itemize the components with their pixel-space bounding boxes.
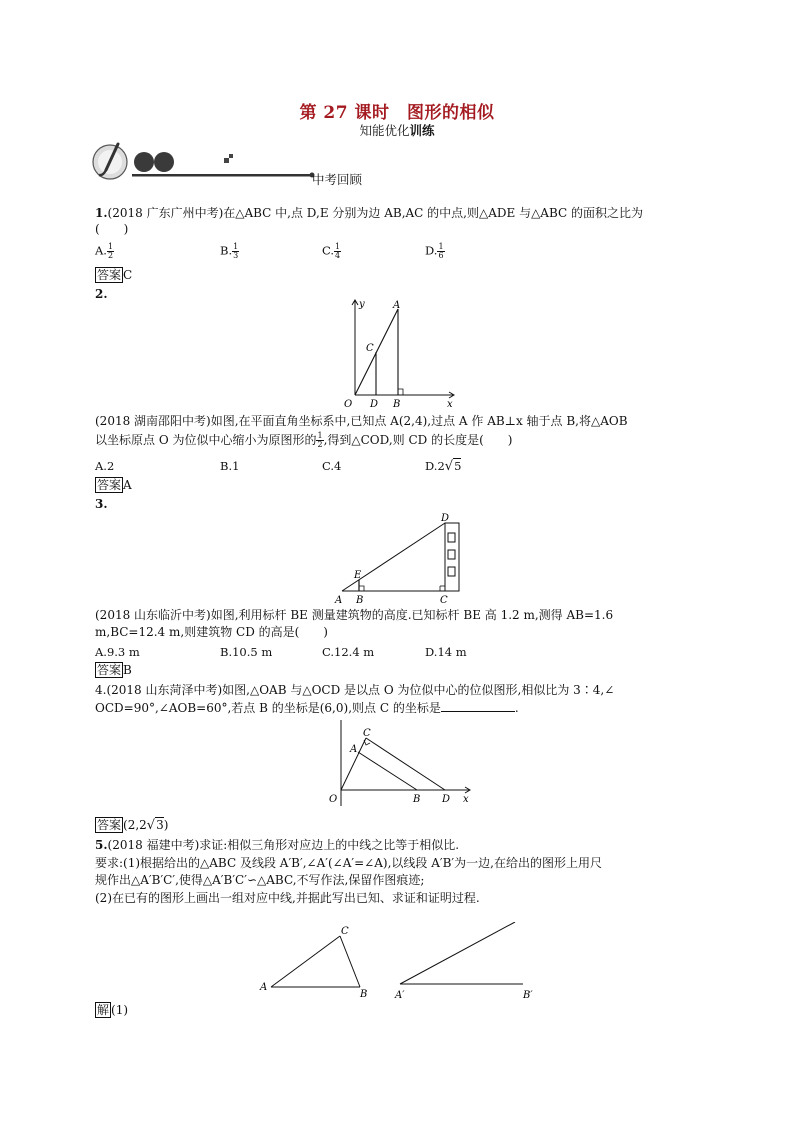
q2-line1: (2018 湖南邵阳中考)如图,在平面直角坐标系中,已知点 A(2,4),过点 A 作 AB⊥x 轴于点 B,将△AOB [95, 414, 628, 428]
q5-segment-ac [271, 936, 340, 987]
q3-option-b[interactable]: B.10.5 m [220, 645, 273, 659]
q4-label-x: x [463, 794, 469, 805]
q4-label-o: O [329, 794, 338, 805]
q3-answer-value: B [123, 663, 132, 677]
q4-answer [95, 818, 168, 833]
q1-option-c[interactable] [322, 243, 341, 260]
q2-option-c[interactable]: C.4 [322, 459, 342, 473]
q3-label-c: C [440, 595, 448, 606]
q3-line2: m,BC=12.4 m,则建筑物 CD 的高是( ) [95, 625, 328, 639]
q1-option-a-num: 1 [107, 242, 114, 251]
q3-figure [332, 511, 472, 606]
decor-dot-2 [154, 152, 174, 172]
q4-segment-ab [358, 752, 417, 790]
q5-solution-text: (1) [111, 1003, 129, 1017]
paintbrush-icon [93, 144, 127, 179]
q2-answer-value: A [123, 478, 132, 492]
q2-right-angle [398, 389, 403, 395]
q1-option-b-num: 1 [233, 242, 239, 251]
q5-solution-tag: 解 [97, 1003, 110, 1017]
q5-line2: 要求:(1)根据给出的△ABC 及线段 A′B′,∠A′(∠A′=∠A),以线段 A′B′为一边,在给出的图形上用尺 [95, 856, 602, 870]
q1-option-a[interactable] [95, 243, 114, 260]
q2-option-d-prefix: D.2 [425, 459, 445, 473]
q5-number: 5. [95, 838, 108, 852]
section-label: 中考回顾 [312, 172, 363, 187]
q3-label-d: D [441, 513, 450, 524]
q5-label-a: A [260, 982, 268, 993]
q1-stem [95, 206, 643, 221]
decor-square-1 [224, 158, 229, 163]
q1-number: 1. [95, 206, 108, 220]
q1-option-b-frac [232, 243, 239, 260]
q2-label-o: O [344, 399, 353, 410]
q1-answer-value: C [123, 268, 133, 282]
q3-window-2 [448, 550, 455, 559]
q5-label-b: B [360, 989, 368, 1000]
page-title: 第 27 课时 图形的相似 [299, 103, 495, 123]
q2-label-c: C [366, 343, 374, 354]
q3-answer-tag: 答案 [97, 663, 122, 677]
q4-figure [323, 720, 473, 812]
q2-line2-num: 1 [317, 431, 323, 440]
q4-answer-blank[interactable] [441, 711, 515, 712]
q2-answer [95, 478, 132, 493]
q4-answer-tag: 答案 [97, 818, 122, 832]
q3-option-a[interactable]: A.9.3 m [95, 645, 140, 659]
q2-option-a[interactable]: A.2 [95, 459, 115, 473]
q3-line1: (2018 山东临沂中考)如图,利用标杆 BE 测量建筑物的高度.已知标杆 BE 高 1.2 m,测得 AB=1.6 [95, 608, 614, 622]
q1-answer-tag: 答案 [97, 268, 122, 282]
q1-answer [95, 268, 132, 283]
q2-line2-frac [316, 432, 323, 449]
q1-option-a-frac [107, 243, 114, 260]
subtitle-bold: 训练 [409, 123, 435, 138]
q3-right-angle-b [359, 586, 364, 591]
q1-option-b-den: 3 [233, 251, 239, 260]
q4-answer-suffix: ) [163, 818, 169, 832]
decor-square-2 [229, 154, 233, 158]
q5-label-c: C [341, 926, 349, 937]
q3-number: 3. [95, 497, 108, 511]
q1-option-d[interactable] [425, 243, 445, 260]
q4-label-a: A [350, 744, 358, 755]
decor-dot-1 [134, 152, 154, 172]
section-banner [92, 140, 322, 186]
section-rule [132, 174, 312, 177]
q1-option-b[interactable] [220, 243, 239, 260]
q4-label-c: C [363, 728, 371, 739]
q4-line1: 4.(2018 山东菏泽中考)如图,△OAB 与△OCD 是以点 O 为位似中心的位似图形,相似比为 3∶4,∠ [95, 683, 615, 697]
q3-window-3 [448, 567, 455, 576]
q1-option-c-letter: C. [322, 243, 335, 258]
sqrt-icon: √ [444, 459, 454, 474]
q5-ray-a-prime [400, 922, 515, 984]
q4-line2: OCD=90°,∠AOB=60°,若点 B 的坐标是(6,0),则点 C 的坐标是 . [95, 701, 519, 715]
q5-line3: 规作出△A′B′C′,使得△A′B′C′∽△ABC,不写作法,保留作图痕迹; [95, 873, 425, 887]
q1-option-a-letter: A. [95, 243, 107, 258]
q2-option-b[interactable]: B.1 [220, 459, 240, 473]
subtitle-prefix: 知能优化 [359, 123, 410, 138]
q2-label-b: B [393, 399, 401, 410]
q5-label-a-prime: A′ [395, 990, 405, 1001]
q1-option-d-frac [437, 243, 444, 260]
q2-line2-a: 以坐标原点 O 为位似中心缩小为原图形的 [95, 433, 317, 447]
sqrt-icon: √ [146, 818, 156, 833]
q2-option-d[interactable] [425, 459, 461, 474]
q4-label-d: D [442, 794, 451, 805]
q1-option-d-letter: D. [425, 243, 438, 258]
q3-option-d[interactable]: D.14 m [425, 645, 467, 659]
q1-stem-text: (2018 广东广州中考)在△ABC 中,点 D,E 分别为边 AB,AC 的中点,则△ADE 与△ABC 的面积之比为 [107, 206, 644, 220]
q2-answer-tag: 答案 [97, 478, 122, 492]
q3-window-1 [448, 533, 455, 542]
q2-label-x: x [447, 399, 453, 410]
q2-line2 [95, 432, 512, 449]
q2-line2-den: 2 [317, 440, 323, 449]
q4-label-b: B [413, 794, 421, 805]
q2-option-d-radicand: 5 [454, 459, 462, 473]
q4-line2-text: OCD=90°,∠AOB=60°,若点 B 的坐标是(6,0),则点 C 的坐标是 [95, 701, 441, 715]
q5-line4: (2)在已有的图形上画出一组对应中线,并据此写出已知、求证和证明过程. [95, 891, 480, 905]
q5-line1-text: (2018 福建中考)求证:相似三角形对应边上的中线之比等于相似比. [107, 838, 460, 852]
q1-option-d-den: 6 [438, 251, 444, 260]
q3-label-b: B [356, 595, 364, 606]
q1-option-d-num: 1 [438, 242, 444, 251]
q2-label-a: A [393, 300, 401, 311]
q1-option-b-letter: B. [220, 243, 233, 258]
q2-line2-b: ,得到△COD,则 CD 的长度是( ) [323, 433, 513, 447]
q1-option-a-den: 2 [107, 251, 114, 260]
q2-number: 2. [95, 287, 108, 301]
q2-label-d: D [370, 399, 379, 410]
q1-option-c-num: 1 [335, 242, 341, 251]
q5-line1 [95, 838, 459, 853]
q1-option-c-frac [334, 243, 341, 260]
q5-segment-cb [340, 936, 360, 987]
q3-label-e: E [354, 570, 362, 581]
q5-figure [255, 922, 555, 1002]
q4-answer-radicand: 3 [156, 818, 164, 832]
q5-label-b-prime: B′ [523, 990, 533, 1001]
q3-answer [95, 663, 132, 678]
q3-option-c[interactable]: C.12.4 m [322, 645, 375, 659]
q2-figure [335, 295, 465, 413]
page-subtitle [0, 121, 794, 139]
q5-solution [95, 1003, 128, 1018]
q1-option-c-den: 4 [335, 251, 341, 260]
q2-label-y: y [359, 299, 365, 310]
q1-paren: ( ) [95, 222, 129, 236]
q3-label-a: A [335, 595, 343, 606]
q4-answer-prefix: (2,2 [123, 818, 147, 832]
